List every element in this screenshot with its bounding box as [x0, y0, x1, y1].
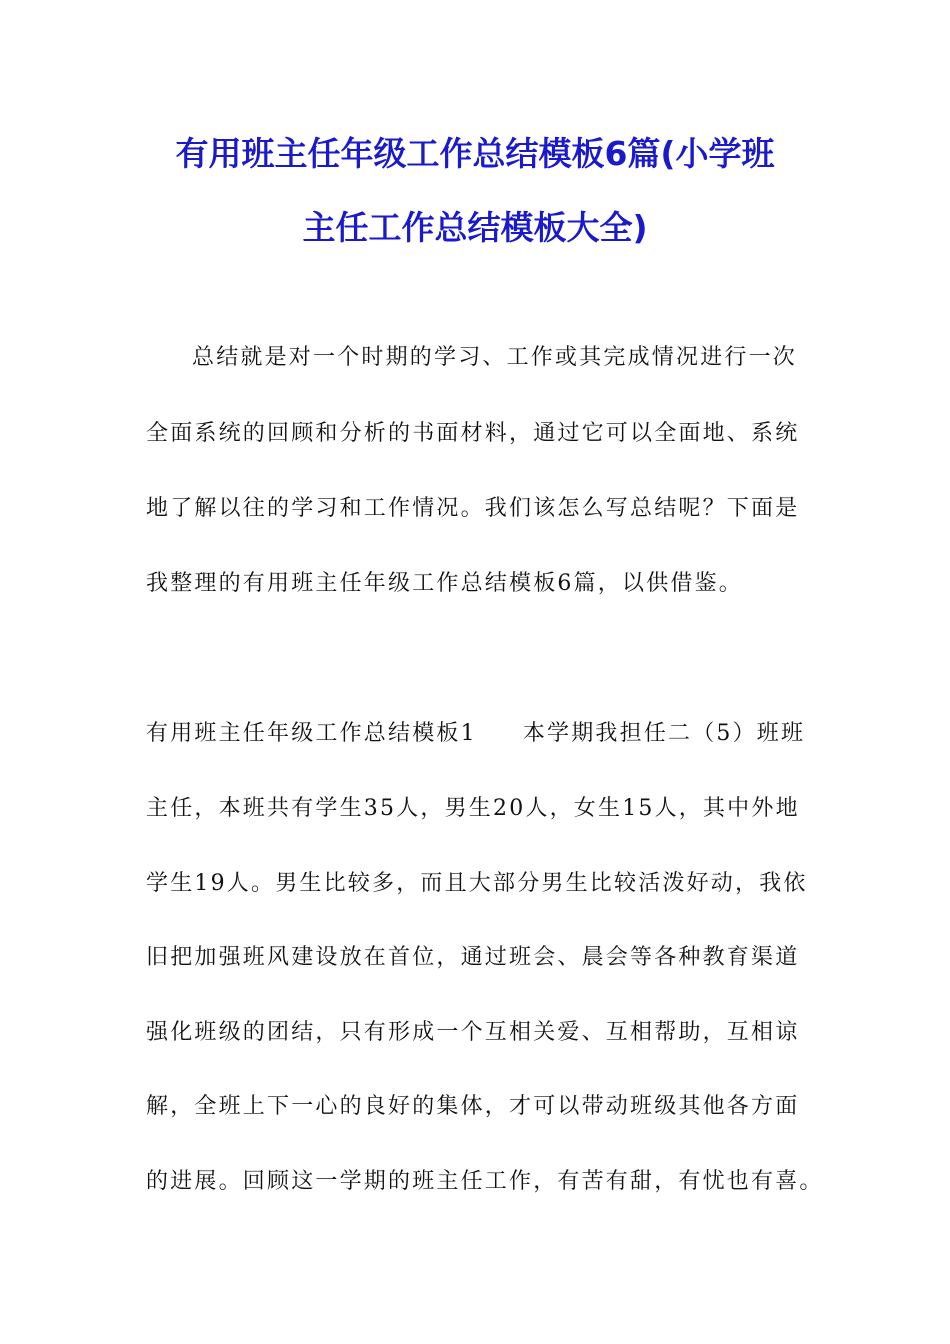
document-title-line-1: 有用班主任年级工作总结模板6篇(小学班: [175, 134, 775, 173]
section-1-line-4: 旧把加强班风建设放在首位，通过班会、晨会等各种教育渠道: [146, 945, 800, 970]
section-1-line-6: 解，全班上下一心的良好的集体，才可以带动班级其他各方面: [146, 1094, 800, 1119]
intro-line-2: 全面系统的回顾和分析的书面材料，通过它可以全面地、系统: [146, 421, 800, 446]
section-1-line-7: 的进展。回顾这一学期的班主任工作，有苦有甜，有忧也有喜。: [146, 1169, 824, 1194]
intro-line-1: 总结就是对一个时期的学习、工作或其完成情况进行一次: [192, 345, 798, 370]
section-1-first-line-rest: 本学期我担任二（5）班班: [522, 721, 806, 746]
section-1-line-3: 学生19人。男生比较多，而且大部分男生比较活泼好动，我依: [146, 871, 808, 896]
document-title-line-2: 主任工作总结模板大全): [302, 208, 648, 247]
section-1-first-line: [146, 718, 826, 750]
section-1-heading: 有用班主任年级工作总结模板1: [146, 721, 477, 746]
intro-line-4: 我整理的有用班主任年级工作总结模板6篇，以供借鉴。: [146, 571, 743, 596]
intro-line-3: 地了解以往的学习和工作情况。我们该怎么写总结呢？下面是: [146, 496, 800, 521]
section-1-line-2: 主任，本班共有学生35人，男生20人，女生15人，其中外地: [146, 796, 800, 821]
section-1-line-5: 强化班级的团结，只有形成一个互相关爱、互相帮助，互相谅: [146, 1020, 800, 1045]
